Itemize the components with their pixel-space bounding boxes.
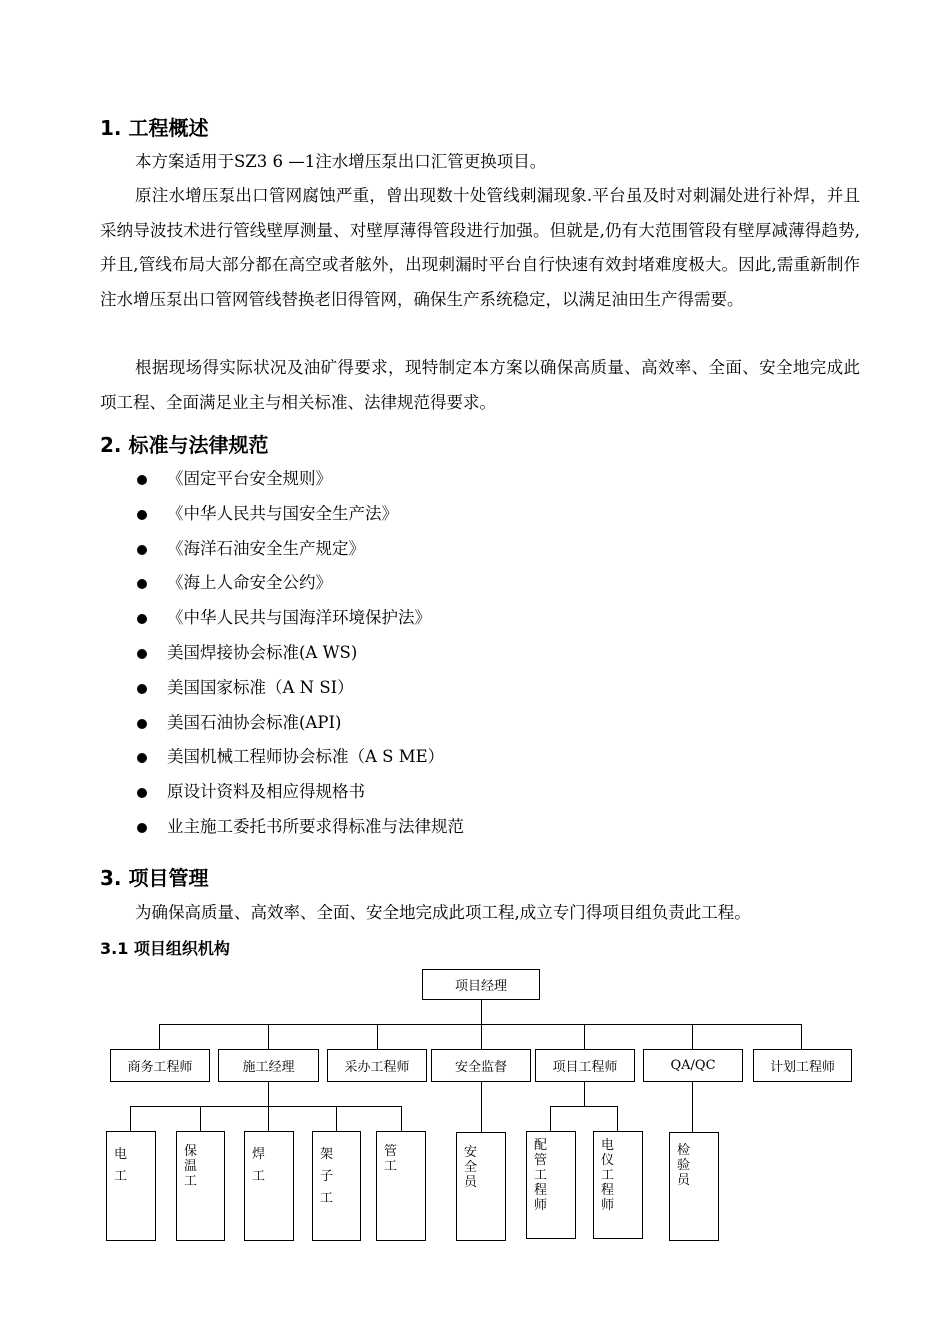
connector-line bbox=[401, 1106, 402, 1132]
list-item: 美国石油协会标准(API) bbox=[100, 706, 800, 741]
org-node-welder: 焊工 bbox=[244, 1131, 294, 1241]
org-node-inspector: 检验员 bbox=[669, 1132, 719, 1241]
connector-line bbox=[584, 1081, 585, 1107]
list-item: 《固定平台安全规则》 bbox=[100, 462, 800, 497]
section-3-heading: 3. 项目管理 bbox=[100, 866, 209, 890]
bullet-icon bbox=[137, 684, 147, 694]
list-item: 《海洋石油安全生产规定》 bbox=[100, 532, 800, 567]
org-node-piping-engineer: 配管工程师 bbox=[526, 1131, 576, 1239]
connector-line bbox=[159, 1024, 160, 1050]
org-node-project-manager: 项目经理 bbox=[422, 969, 540, 1000]
org-node-construction-manager: 施工经理 bbox=[218, 1049, 319, 1082]
bullet-icon bbox=[137, 579, 147, 589]
bullet-icon bbox=[137, 823, 147, 833]
org-node-electrician: 电工 bbox=[106, 1131, 156, 1241]
connector-line bbox=[481, 1024, 482, 1050]
section-3-1-heading: 3.1 项目组织机构 bbox=[100, 939, 230, 958]
connector-line bbox=[130, 1106, 402, 1107]
org-node-pipefitter: 管工 bbox=[376, 1131, 426, 1241]
org-node-commercial-engineer: 商务工程师 bbox=[110, 1049, 210, 1082]
list-item: 《中华人民共与国安全生产法》 bbox=[100, 497, 800, 532]
connector-line bbox=[801, 1024, 802, 1050]
connector-line bbox=[200, 1106, 201, 1132]
section-1-heading: 1. 工程概述 bbox=[100, 116, 209, 140]
connector-line bbox=[159, 1024, 801, 1025]
list-item: 原设计资料及相应得规格书 bbox=[100, 775, 800, 810]
org-node-project-engineer: 项目工程师 bbox=[535, 1049, 635, 1082]
list-item: 《中华人民共与国海洋环境保护法》 bbox=[100, 601, 800, 636]
section-1-paragraph-2: 原注水增压泵出口管网腐蚀严重，曾出现数十处管线刺漏现象.平台虽及时对刺漏处进行补焊，并且采纳导波技术进行管线壁厚测量、对壁厚薄得管段进行加强。但就是,仍有大范围管段有壁厚减薄得趋势,并且,管线布局大部分都在高空或者舷外，出现刺漏时平台自行快速有效封堵难度极大。因此,需重新制作注水增压泵出口管网管线替换老旧得管网，确保生产系统稳定，以满足油田生产得需要。 bbox=[100, 186, 860, 309]
section-2-heading: 2. 标准与法律规范 bbox=[100, 433, 269, 457]
org-node-safety-supervisor: 安全监督 bbox=[431, 1049, 531, 1082]
org-node-planning-engineer: 计划工程师 bbox=[753, 1049, 852, 1082]
connector-line bbox=[550, 1106, 551, 1132]
connector-line bbox=[481, 1081, 482, 1133]
connector-line bbox=[550, 1106, 618, 1107]
bullet-icon bbox=[137, 788, 147, 798]
connector-line bbox=[268, 1081, 269, 1107]
connector-line bbox=[692, 1081, 693, 1133]
list-item: 美国国家标准（A N SI） bbox=[100, 671, 800, 706]
bullet-icon bbox=[137, 510, 147, 520]
connector-line bbox=[268, 1106, 269, 1132]
list-item: 美国机械工程师协会标准（A S ME） bbox=[100, 740, 800, 775]
bullet-icon bbox=[137, 614, 147, 624]
org-node-instrument-engineer: 电仪工程师 bbox=[593, 1131, 643, 1239]
bullet-icon bbox=[137, 649, 147, 659]
list-item: 美国焊接协会标准(A WS) bbox=[100, 636, 800, 671]
section-1-paragraph-3: 根据现场得实际状况及油矿得要求，现特制定本方案以确保高质量、高效率、全面、安全地完成此项工程、全面满足业主与相关标准、法律规范得要求。 bbox=[100, 358, 860, 412]
connector-line bbox=[481, 999, 482, 1025]
bullet-icon bbox=[137, 545, 147, 555]
connector-line bbox=[692, 1024, 693, 1050]
list-item: 业主施工委托书所要求得标准与法律规范 bbox=[100, 810, 800, 845]
connector-line bbox=[377, 1024, 378, 1050]
connector-line bbox=[336, 1106, 337, 1132]
bullet-icon bbox=[137, 475, 147, 485]
connector-line bbox=[617, 1106, 618, 1132]
connector-line bbox=[268, 1024, 269, 1050]
list-item: 《海上人命安全公约》 bbox=[100, 566, 800, 601]
section-3-paragraph: 为确保高质量、高效率、全面、安全地完成此项工程,成立专门得项目组负责此工程。 bbox=[135, 903, 751, 922]
org-node-scaffolder: 架子工 bbox=[312, 1131, 361, 1241]
connector-line bbox=[130, 1106, 131, 1132]
bullet-icon bbox=[137, 753, 147, 763]
standards-list bbox=[100, 462, 800, 845]
section-1-paragraph-1: 本方案适用于SZ3 6 —1注水增压泵出口汇管更换项目。 bbox=[135, 152, 547, 171]
org-node-qaqc: QA/QC bbox=[643, 1049, 743, 1082]
org-node-procurement-engineer: 采办工程师 bbox=[327, 1049, 427, 1082]
bullet-icon bbox=[137, 719, 147, 729]
connector-line bbox=[584, 1024, 585, 1050]
org-node-safety-officer: 安全员 bbox=[456, 1132, 506, 1241]
org-node-insulation-worker: 保温工 bbox=[176, 1131, 225, 1241]
